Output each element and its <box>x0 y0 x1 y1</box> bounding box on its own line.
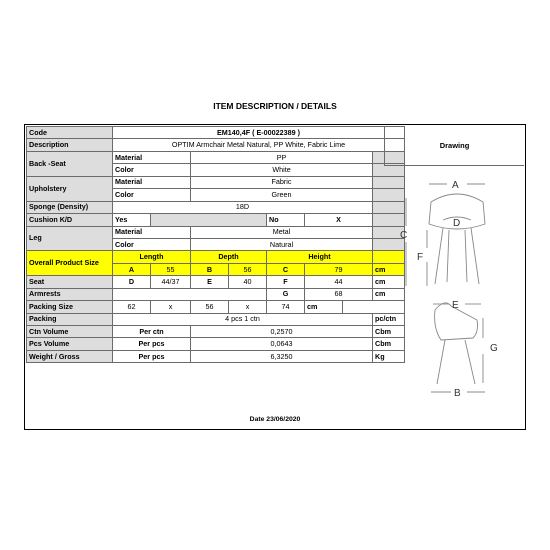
drawing-letter-a: A <box>452 180 459 191</box>
ctn-volume-unit: Cbm <box>373 326 405 338</box>
label-code: Code <box>27 127 113 139</box>
seat-unit: cm <box>373 276 405 288</box>
packing-unit: cm <box>305 301 343 313</box>
row-description <box>27 139 405 151</box>
empty-cell <box>151 214 267 226</box>
value-ctn-volume: 0,2570 <box>191 326 373 338</box>
value-pcs-volume: 0,0643 <box>191 338 373 350</box>
packing-height: 74 <box>267 301 305 313</box>
size-a-letter: A <box>113 263 151 275</box>
label-back-color: Color <box>113 164 191 176</box>
size-c-value: 79 <box>305 263 373 275</box>
size-b-value: 56 <box>229 263 267 275</box>
label-ctn-volume: Ctn Volume <box>27 326 113 338</box>
row-ctn-volume <box>27 326 405 338</box>
size-d-letter: D <box>113 276 151 288</box>
row-cushion <box>27 214 405 226</box>
pcs-volume-per: Per pcs <box>113 338 191 350</box>
value-sponge: 18D <box>113 201 373 213</box>
label-upholstery: Upholstery <box>27 176 113 201</box>
label-packing-size: Packing Size <box>27 301 113 313</box>
page-title: ITEM DESCRIPTION / DETAILS <box>213 101 337 111</box>
label-sponge: Sponge (Density) <box>27 201 113 213</box>
label-overall-size: Overall Product Size <box>27 251 113 276</box>
row-back-material <box>27 151 405 163</box>
label-weight: Weight / Gross <box>27 350 113 362</box>
label-leg-color: Color <box>113 238 191 250</box>
value-back-color: White <box>191 164 373 176</box>
chair-front-leg <box>447 230 449 282</box>
row-pcs-volume <box>27 338 405 350</box>
empty-cell <box>113 288 267 300</box>
row-packing <box>27 313 405 325</box>
row-weight <box>27 350 405 362</box>
value-code: EM140,4F ( E-00022389 ) <box>113 127 405 139</box>
drawing-letter-e: E <box>452 300 459 311</box>
chair-side-leg <box>437 340 445 384</box>
drawing-letter-b: B <box>454 388 461 399</box>
label-armrests: Armrests <box>27 288 113 300</box>
armrests-unit: cm <box>373 288 405 300</box>
size-g-value: 68 <box>305 288 373 300</box>
value-description: OPTIM Armchair Metal Natural, PP White, Fabric Lime <box>113 139 405 151</box>
weight-unit: Kg <box>373 350 405 362</box>
drawing-letter-g: G <box>490 343 498 354</box>
head-length: Length <box>113 251 191 263</box>
size-f-value: 44 <box>305 276 373 288</box>
value-uph-color: Green <box>191 189 373 201</box>
drawing-letter-f: F <box>417 252 424 263</box>
packing-x2: x <box>229 301 267 313</box>
label-uph-material: Material <box>113 176 191 188</box>
chair-front-leg <box>465 230 467 282</box>
document-date: Date 23/06/2020 <box>249 416 301 423</box>
label-description: Description <box>27 139 113 151</box>
packing-pcctn: pc/ctn <box>373 313 405 325</box>
size-a-value: 55 <box>151 263 191 275</box>
label-back-seat: Back -Seat <box>27 151 113 176</box>
size-d-value: 44/37 <box>151 276 191 288</box>
label-packing: Packing <box>27 313 113 325</box>
label-leg-material: Material <box>113 226 191 238</box>
drawing-letter-c: C <box>400 230 408 241</box>
label-back-material: Material <box>113 151 191 163</box>
chair-drawing <box>385 168 523 408</box>
value-packing: 4 pcs 1 ctn <box>113 313 373 325</box>
size-f-letter: F <box>267 276 305 288</box>
chair-front-leg <box>435 228 443 284</box>
row-sponge <box>27 201 405 213</box>
value-leg-color: Natural <box>191 238 373 250</box>
pcs-volume-unit: Cbm <box>373 338 405 350</box>
drawing-title: Drawing <box>384 126 524 166</box>
value-back-material: PP <box>191 151 373 163</box>
value-weight: 6,3250 <box>191 350 373 362</box>
label-leg: Leg <box>27 226 113 251</box>
row-armrests <box>27 288 405 300</box>
size-g-letter: G <box>267 288 305 300</box>
row-packing-size <box>27 301 405 313</box>
label-uph-color: Color <box>113 189 191 201</box>
row-leg-material <box>27 226 405 238</box>
label-pcs-volume: Pcs Volume <box>27 338 113 350</box>
label-cushion: Cushion K/D <box>27 214 113 226</box>
row-overall-head <box>27 251 405 263</box>
chair-front-leg <box>471 228 479 284</box>
cushion-no: No <box>267 214 305 226</box>
size-c-letter: C <box>267 263 305 275</box>
size-e-value: 40 <box>229 276 267 288</box>
row-uph-material <box>27 176 405 188</box>
spec-table <box>26 126 408 363</box>
value-uph-material: Fabric <box>191 176 373 188</box>
size-unit: cm <box>373 263 405 275</box>
cushion-no-mark: X <box>305 214 373 226</box>
chair-side-leg <box>465 340 475 384</box>
head-height: Height <box>267 251 373 263</box>
size-e-letter: E <box>191 276 229 288</box>
packing-x1: x <box>151 301 191 313</box>
packing-width: 56 <box>191 301 229 313</box>
ctn-volume-per: Per ctn <box>113 326 191 338</box>
drawing-letter-d: D <box>453 218 461 229</box>
weight-per: Per pcs <box>113 350 191 362</box>
head-depth: Depth <box>191 251 267 263</box>
row-seat <box>27 276 405 288</box>
size-b-letter: B <box>191 263 229 275</box>
row-code <box>27 127 405 139</box>
cushion-yes: Yes <box>113 214 151 226</box>
packing-length: 62 <box>113 301 151 313</box>
label-seat: Seat <box>27 276 113 288</box>
value-leg-material: Metal <box>191 226 373 238</box>
